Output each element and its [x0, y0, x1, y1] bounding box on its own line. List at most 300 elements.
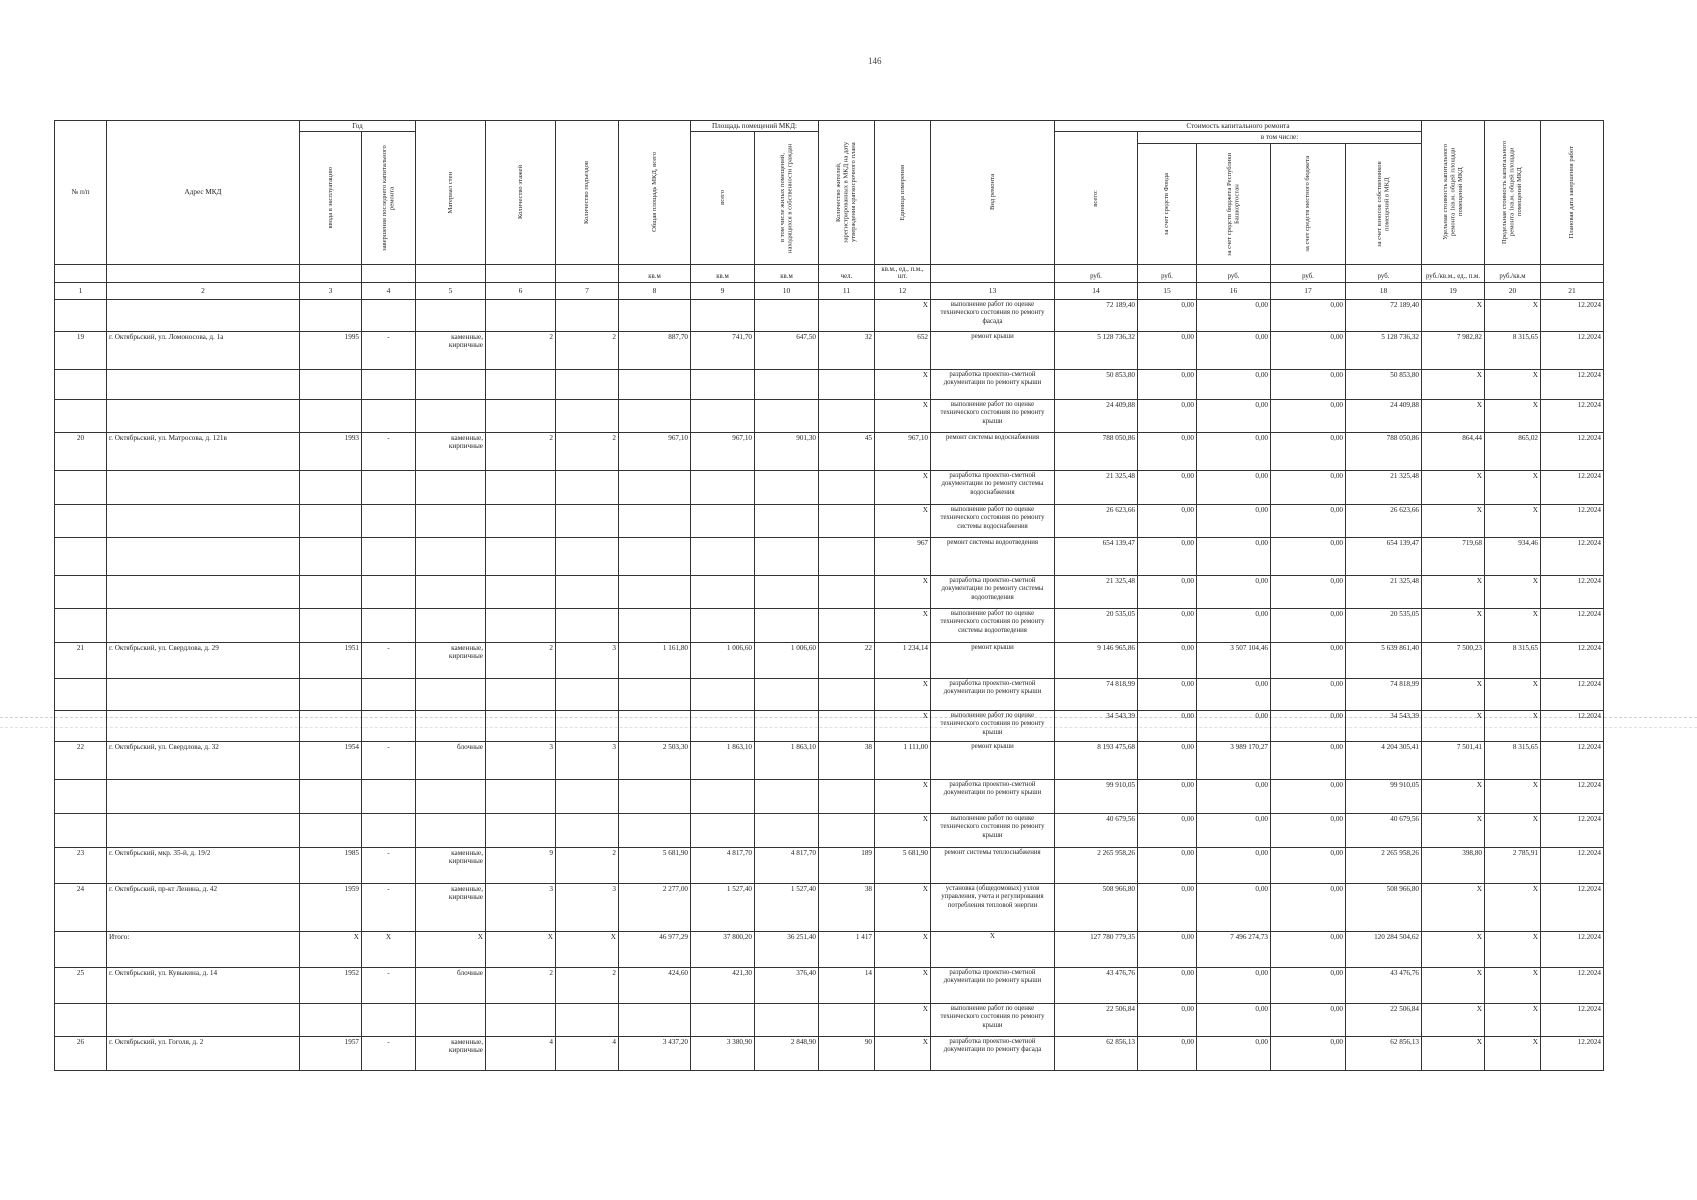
- cell-p1: [691, 538, 755, 576]
- unit-cell-6: [486, 264, 556, 283]
- unit-cell-14: руб.: [1055, 264, 1138, 283]
- cell-date: 12.2024: [1541, 609, 1604, 643]
- table-row: [55, 433, 1604, 471]
- cell-fl: [486, 505, 556, 538]
- cell-fl: 3: [486, 742, 556, 780]
- cell-y1: 1985: [300, 848, 362, 884]
- cell-p1: [691, 679, 755, 711]
- cell-uc: 7 501,41: [1422, 742, 1485, 780]
- cell-p2: [755, 1004, 819, 1037]
- cell-fl: [486, 576, 556, 609]
- cell-res: [819, 814, 875, 848]
- cell-no: [55, 814, 107, 848]
- cell-addr: [107, 1004, 300, 1037]
- cell-no: [55, 370, 107, 400]
- cell-res: [819, 780, 875, 814]
- cell-date: 12.2024: [1541, 968, 1604, 1004]
- cell-y2: -: [362, 433, 416, 471]
- header-cost-republic: за счет средств бюджета Республики Башкортостан: [1197, 143, 1271, 264]
- cell-loc: 0,00: [1271, 505, 1346, 538]
- unit-cell-20: руб./кв.м: [1485, 264, 1541, 283]
- col-number-6: 6: [486, 283, 556, 300]
- cell-addr: Итого:: [107, 932, 300, 968]
- cell-date: 12.2024: [1541, 814, 1604, 848]
- cell-fl: [486, 679, 556, 711]
- cell-res: [819, 370, 875, 400]
- cell-res: [819, 679, 875, 711]
- cell-date: 12.2024: [1541, 400, 1604, 433]
- cell-p2: 376,40: [755, 968, 819, 1004]
- cell-mat: [416, 505, 486, 538]
- cell-work: ремонт крыши: [931, 643, 1055, 679]
- cell-addr: г. Октябрьский, пр-кт Ленина, д. 42: [107, 884, 300, 932]
- cell-total: 21 325,48: [1055, 471, 1138, 505]
- table-row: [55, 370, 1604, 400]
- cell-rep: 0,00: [1197, 538, 1271, 576]
- cell-own: 26 623,66: [1346, 505, 1422, 538]
- cell-no: 24: [55, 884, 107, 932]
- cell-work: разработка проектно-сметной документации по ремонту крыши: [931, 370, 1055, 400]
- unit-cell-21: [1541, 264, 1604, 283]
- cell-rep: 0,00: [1197, 471, 1271, 505]
- cell-qty: X: [875, 471, 931, 505]
- cell-qty: X: [875, 370, 931, 400]
- cell-addr: [107, 576, 300, 609]
- cell-y2: [362, 370, 416, 400]
- cell-addr: [107, 505, 300, 538]
- cell-area: 967,10: [619, 433, 691, 471]
- cell-loc: 0,00: [1271, 848, 1346, 884]
- cell-own: 34 543,39: [1346, 711, 1422, 742]
- cell-mc: X: [1485, 1037, 1541, 1071]
- cell-area: [619, 505, 691, 538]
- cell-total: 9 146 965,86: [1055, 643, 1138, 679]
- table-row: [55, 332, 1604, 370]
- cell-p2: [755, 576, 819, 609]
- cell-p2: 1 863,10: [755, 742, 819, 780]
- cell-y1: [300, 538, 362, 576]
- cell-en: [556, 814, 619, 848]
- cell-y1: [300, 711, 362, 742]
- cell-own: 50 853,80: [1346, 370, 1422, 400]
- cell-qty: 967,10: [875, 433, 931, 471]
- cell-date: 12.2024: [1541, 884, 1604, 932]
- cell-res: 189: [819, 848, 875, 884]
- cell-y2: -: [362, 742, 416, 780]
- cell-total: 72 189,40: [1055, 300, 1138, 332]
- cell-area: [619, 400, 691, 433]
- cell-en: 3: [556, 643, 619, 679]
- total-row: [55, 932, 1604, 968]
- cell-fund: 0,00: [1138, 332, 1197, 370]
- cell-mat: [416, 679, 486, 711]
- table-row: [55, 300, 1604, 332]
- cell-res: [819, 538, 875, 576]
- cell-uc: X: [1422, 300, 1485, 332]
- cell-no: 23: [55, 848, 107, 884]
- cell-mat: X: [416, 932, 486, 968]
- table-row: [55, 848, 1604, 884]
- cell-mc: X: [1485, 400, 1541, 433]
- cell-mc: X: [1485, 370, 1541, 400]
- cell-p1: [691, 370, 755, 400]
- cell-uc: X: [1422, 400, 1485, 433]
- cell-en: [556, 679, 619, 711]
- cell-total: 788 050,86: [1055, 433, 1138, 471]
- col-number-19: 19: [1422, 283, 1485, 300]
- cell-mat: [416, 370, 486, 400]
- cell-loc: 0,00: [1271, 711, 1346, 742]
- cell-area: [619, 576, 691, 609]
- cell-res: 38: [819, 884, 875, 932]
- col-number-2: 2: [107, 283, 300, 300]
- cell-loc: 0,00: [1271, 471, 1346, 505]
- cell-area: [619, 300, 691, 332]
- col-number-9: 9: [691, 283, 755, 300]
- cell-p2: 647,50: [755, 332, 819, 370]
- cell-en: 2: [556, 433, 619, 471]
- cell-res: 1 417: [819, 932, 875, 968]
- cell-res: [819, 576, 875, 609]
- cell-uc: X: [1422, 1004, 1485, 1037]
- cell-loc: 0,00: [1271, 332, 1346, 370]
- cell-uc: 398,80: [1422, 848, 1485, 884]
- cell-y1: 1993: [300, 433, 362, 471]
- cell-p2: [755, 711, 819, 742]
- cell-p1: 4 817,70: [691, 848, 755, 884]
- cell-y2: [362, 780, 416, 814]
- cell-p2: [755, 300, 819, 332]
- cell-work: разработка проектно-сметной документации по ремонту крыши: [931, 780, 1055, 814]
- cell-loc: 0,00: [1271, 643, 1346, 679]
- cell-total: 22 506,84: [1055, 1004, 1138, 1037]
- cell-no: [55, 932, 107, 968]
- cell-uc: X: [1422, 711, 1485, 742]
- cell-p1: [691, 505, 755, 538]
- table-row: [55, 711, 1604, 742]
- cell-rep: 0,00: [1197, 370, 1271, 400]
- header-cost-total: всего:: [1055, 132, 1138, 264]
- cell-addr: г. Октябрьский, ул. Ломоносова, д. 1а: [107, 332, 300, 370]
- cell-mat: [416, 300, 486, 332]
- cell-y2: -: [362, 848, 416, 884]
- cell-en: [556, 609, 619, 643]
- cell-p2: [755, 538, 819, 576]
- cell-no: [55, 609, 107, 643]
- cell-mc: X: [1485, 968, 1541, 1004]
- cell-date: 12.2024: [1541, 1037, 1604, 1071]
- cell-p1: 741,70: [691, 332, 755, 370]
- cell-no: 22: [55, 742, 107, 780]
- cell-y1: [300, 400, 362, 433]
- cell-fl: [486, 711, 556, 742]
- cell-mc: 8 315,65: [1485, 643, 1541, 679]
- cell-p1: 421,30: [691, 968, 755, 1004]
- cell-total: 43 476,76: [1055, 968, 1138, 1004]
- cell-work: ремонт крыши: [931, 332, 1055, 370]
- cell-fund: 0,00: [1138, 780, 1197, 814]
- cell-work: разработка проектно-сметной документации по ремонту системы водоснабжения: [931, 471, 1055, 505]
- cell-en: 2: [556, 332, 619, 370]
- cell-work: выполнение работ по оценке технического состояния по ремонту крыши: [931, 1004, 1055, 1037]
- cell-fl: 4: [486, 1037, 556, 1071]
- cell-total: 40 679,56: [1055, 814, 1138, 848]
- cell-p2: [755, 471, 819, 505]
- cell-qty: X: [875, 884, 931, 932]
- cell-uc: X: [1422, 370, 1485, 400]
- unit-cell-5: [416, 264, 486, 283]
- table-row: [55, 609, 1604, 643]
- cell-work: разработка проектно-сметной документации по ремонту фасада: [931, 1037, 1055, 1071]
- col-number-13: 13: [931, 283, 1055, 300]
- cell-y2: [362, 576, 416, 609]
- col-number-7: 7: [556, 283, 619, 300]
- cell-area: 3 437,20: [619, 1037, 691, 1071]
- cell-own: 5 128 736,32: [1346, 332, 1422, 370]
- cell-p1: 1 527,40: [691, 884, 755, 932]
- cell-en: [556, 471, 619, 505]
- cell-en: [556, 711, 619, 742]
- cell-total: 74 818,99: [1055, 679, 1138, 711]
- cell-y1: [300, 505, 362, 538]
- cell-mc: X: [1485, 884, 1541, 932]
- cell-p1: [691, 1004, 755, 1037]
- cell-date: 12.2024: [1541, 332, 1604, 370]
- col-number-11: 11: [819, 283, 875, 300]
- cell-y1: 1995: [300, 332, 362, 370]
- cell-own: 22 506,84: [1346, 1004, 1422, 1037]
- cell-en: [556, 780, 619, 814]
- cell-work: выполнение работ по оценке технического состояния по ремонту фасада: [931, 300, 1055, 332]
- cell-date: 12.2024: [1541, 576, 1604, 609]
- table-row: [55, 400, 1604, 433]
- cell-uc: X: [1422, 780, 1485, 814]
- cell-qty: X: [875, 679, 931, 711]
- cell-mc: X: [1485, 300, 1541, 332]
- col-number-8: 8: [619, 283, 691, 300]
- cell-date: 12.2024: [1541, 848, 1604, 884]
- cell-date: 12.2024: [1541, 538, 1604, 576]
- cell-area: 424,60: [619, 968, 691, 1004]
- unit-cell-8: кв.м: [619, 264, 691, 283]
- cell-p1: 1 863,10: [691, 742, 755, 780]
- header-unit: Единица измерения: [875, 121, 931, 265]
- table-row: [55, 679, 1604, 711]
- cell-no: 21: [55, 643, 107, 679]
- col-number-5: 5: [416, 283, 486, 300]
- header-year-last-repair: завершения последнего капитального ремонта: [362, 132, 416, 264]
- cell-p2: 36 251,40: [755, 932, 819, 968]
- cell-addr: [107, 609, 300, 643]
- unit-cell-15: руб.: [1138, 264, 1197, 283]
- cell-y2: -: [362, 884, 416, 932]
- cell-y2: -: [362, 968, 416, 1004]
- table-row: [55, 576, 1604, 609]
- cell-en: [556, 370, 619, 400]
- cell-area: 5 681,90: [619, 848, 691, 884]
- cell-addr: [107, 300, 300, 332]
- cell-loc: 0,00: [1271, 1004, 1346, 1037]
- header-incl: в том числе:: [1138, 132, 1422, 143]
- cell-fund: 0,00: [1138, 471, 1197, 505]
- cell-p1: [691, 576, 755, 609]
- cell-total: 21 325,48: [1055, 576, 1138, 609]
- cell-area: 2 503,30: [619, 742, 691, 780]
- cell-work: ремонт системы водоснабжения: [931, 433, 1055, 471]
- cell-addr: г. Октябрьский, ул. Матросова, д. 121в: [107, 433, 300, 471]
- cell-fund: 0,00: [1138, 370, 1197, 400]
- cell-rep: 0,00: [1197, 1037, 1271, 1071]
- cell-fl: X: [486, 932, 556, 968]
- cell-loc: 0,00: [1271, 300, 1346, 332]
- cell-fl: [486, 1004, 556, 1037]
- cell-addr: [107, 814, 300, 848]
- cell-mc: X: [1485, 576, 1541, 609]
- cell-rep: 0,00: [1197, 433, 1271, 471]
- cell-date: 12.2024: [1541, 679, 1604, 711]
- header-total-area: Общая площадь МКД, всего: [619, 121, 691, 265]
- cell-total: 62 856,13: [1055, 1037, 1138, 1071]
- cell-rep: 0,00: [1197, 679, 1271, 711]
- cell-qty: 1 111,00: [875, 742, 931, 780]
- cell-en: X: [556, 932, 619, 968]
- cell-y2: [362, 609, 416, 643]
- cell-mat: [416, 780, 486, 814]
- cell-loc: 0,00: [1271, 932, 1346, 968]
- header-floors: Количество этажей: [486, 121, 556, 265]
- cell-en: 3: [556, 742, 619, 780]
- cell-uc: 864,44: [1422, 433, 1485, 471]
- cell-y2: [362, 679, 416, 711]
- cell-rep: 3 989 170,27: [1197, 742, 1271, 780]
- cell-uc: 7 982,82: [1422, 332, 1485, 370]
- cell-addr: г. Октябрьский, ул. Свердлова, д. 32: [107, 742, 300, 780]
- table-row: [55, 1004, 1604, 1037]
- unit-cell-3: [300, 264, 362, 283]
- cell-addr: г. Октябрьский, ул. Кувыкина, д. 14: [107, 968, 300, 1004]
- cell-mc: 8 315,65: [1485, 742, 1541, 780]
- cell-uc: 7 500,23: [1422, 643, 1485, 679]
- cell-loc: 0,00: [1271, 433, 1346, 471]
- cell-mat: [416, 538, 486, 576]
- cell-area: [619, 814, 691, 848]
- unit-cell-10: кв.м: [755, 264, 819, 283]
- cell-p1: [691, 780, 755, 814]
- cell-p2: 2 848,90: [755, 1037, 819, 1071]
- unit-cell-12: кв.м., ед., п.м., шт.: [875, 264, 931, 283]
- cell-mc: X: [1485, 932, 1541, 968]
- cell-work: ремонт системы теплоснабжения: [931, 848, 1055, 884]
- cell-y2: [362, 300, 416, 332]
- cell-loc: 0,00: [1271, 679, 1346, 711]
- cell-y1: [300, 576, 362, 609]
- col-number-17: 17: [1271, 283, 1346, 300]
- cell-own: 2 265 958,26: [1346, 848, 1422, 884]
- cell-work: установка (общедомовых) узлов управления, учета и регулирования потребления тепловой энергии: [931, 884, 1055, 932]
- cell-p1: [691, 471, 755, 505]
- cell-en: 4: [556, 1037, 619, 1071]
- header-unit-cost: Удельная стоимость капитального ремонта 1кв.м. общей площади помещений МКД: [1422, 121, 1485, 265]
- cell-addr: [107, 679, 300, 711]
- page-number: 146: [868, 56, 882, 66]
- header-no: № п/п: [55, 121, 107, 265]
- table-body: [55, 300, 1604, 1071]
- cell-date: 12.2024: [1541, 742, 1604, 780]
- cell-own: 788 050,86: [1346, 433, 1422, 471]
- cell-y1: [300, 814, 362, 848]
- cell-fund: 0,00: [1138, 742, 1197, 780]
- header-premises: Площадь помещений МКД:: [691, 121, 819, 132]
- cell-area: [619, 538, 691, 576]
- cell-p2: [755, 780, 819, 814]
- cell-fund: 0,00: [1138, 848, 1197, 884]
- cell-area: [619, 780, 691, 814]
- cell-uc: X: [1422, 609, 1485, 643]
- cell-loc: 0,00: [1271, 400, 1346, 433]
- cell-uc: X: [1422, 679, 1485, 711]
- cell-work: выполнение работ по оценке технического состояния по ремонту системы водоснабжения: [931, 505, 1055, 538]
- cell-work: X: [931, 932, 1055, 968]
- cell-loc: 0,00: [1271, 370, 1346, 400]
- cell-loc: 0,00: [1271, 884, 1346, 932]
- cell-area: [619, 711, 691, 742]
- cell-no: [55, 400, 107, 433]
- cell-own: 99 910,05: [1346, 780, 1422, 814]
- table-row: [55, 884, 1604, 932]
- cell-uc: X: [1422, 814, 1485, 848]
- cell-no: [55, 300, 107, 332]
- cell-work: разработка проектно-сметной документации по ремонту крыши: [931, 968, 1055, 1004]
- cell-p2: [755, 609, 819, 643]
- cell-qty: 967: [875, 538, 931, 576]
- cell-fl: [486, 609, 556, 643]
- cell-own: 5 639 861,40: [1346, 643, 1422, 679]
- cell-qty: X: [875, 505, 931, 538]
- cell-own: 21 325,48: [1346, 471, 1422, 505]
- cell-qty: X: [875, 968, 931, 1004]
- cell-own: 4 204 305,41: [1346, 742, 1422, 780]
- cell-y2: -: [362, 1037, 416, 1071]
- unit-cell-19: руб./кв.м., ед., п.м.: [1422, 264, 1485, 283]
- cell-fund: 0,00: [1138, 609, 1197, 643]
- col-number-14: 14: [1055, 283, 1138, 300]
- cell-fund: 0,00: [1138, 814, 1197, 848]
- cell-mat: [416, 1004, 486, 1037]
- cell-qty: X: [875, 1004, 931, 1037]
- cell-mc: 2 785,91: [1485, 848, 1541, 884]
- cell-own: 62 856,13: [1346, 1037, 1422, 1071]
- col-number-12: 12: [875, 283, 931, 300]
- cell-fund: 0,00: [1138, 1004, 1197, 1037]
- cell-work: выполнение работ по оценке технического состояния по ремонту крыши: [931, 814, 1055, 848]
- cell-rep: 0,00: [1197, 1004, 1271, 1037]
- cell-fl: [486, 538, 556, 576]
- cell-total: 2 265 958,26: [1055, 848, 1138, 884]
- cell-uc: X: [1422, 471, 1485, 505]
- unit-cell-11: чел.: [819, 264, 875, 283]
- cell-work: выполнение работ по оценке технического состояния по ремонту системы водоотведения: [931, 609, 1055, 643]
- cell-no: [55, 471, 107, 505]
- header-plan-date: Плановая дата завершения работ: [1541, 121, 1604, 265]
- cell-own: 120 284 504,62: [1346, 932, 1422, 968]
- cell-fund: 0,00: [1138, 968, 1197, 1004]
- cell-loc: 0,00: [1271, 609, 1346, 643]
- cell-loc: 0,00: [1271, 742, 1346, 780]
- cell-rep: 0,00: [1197, 814, 1271, 848]
- cell-own: 74 818,99: [1346, 679, 1422, 711]
- unit-cell-9: кв.м: [691, 264, 755, 283]
- cell-mat: каменные, кирпичные: [416, 433, 486, 471]
